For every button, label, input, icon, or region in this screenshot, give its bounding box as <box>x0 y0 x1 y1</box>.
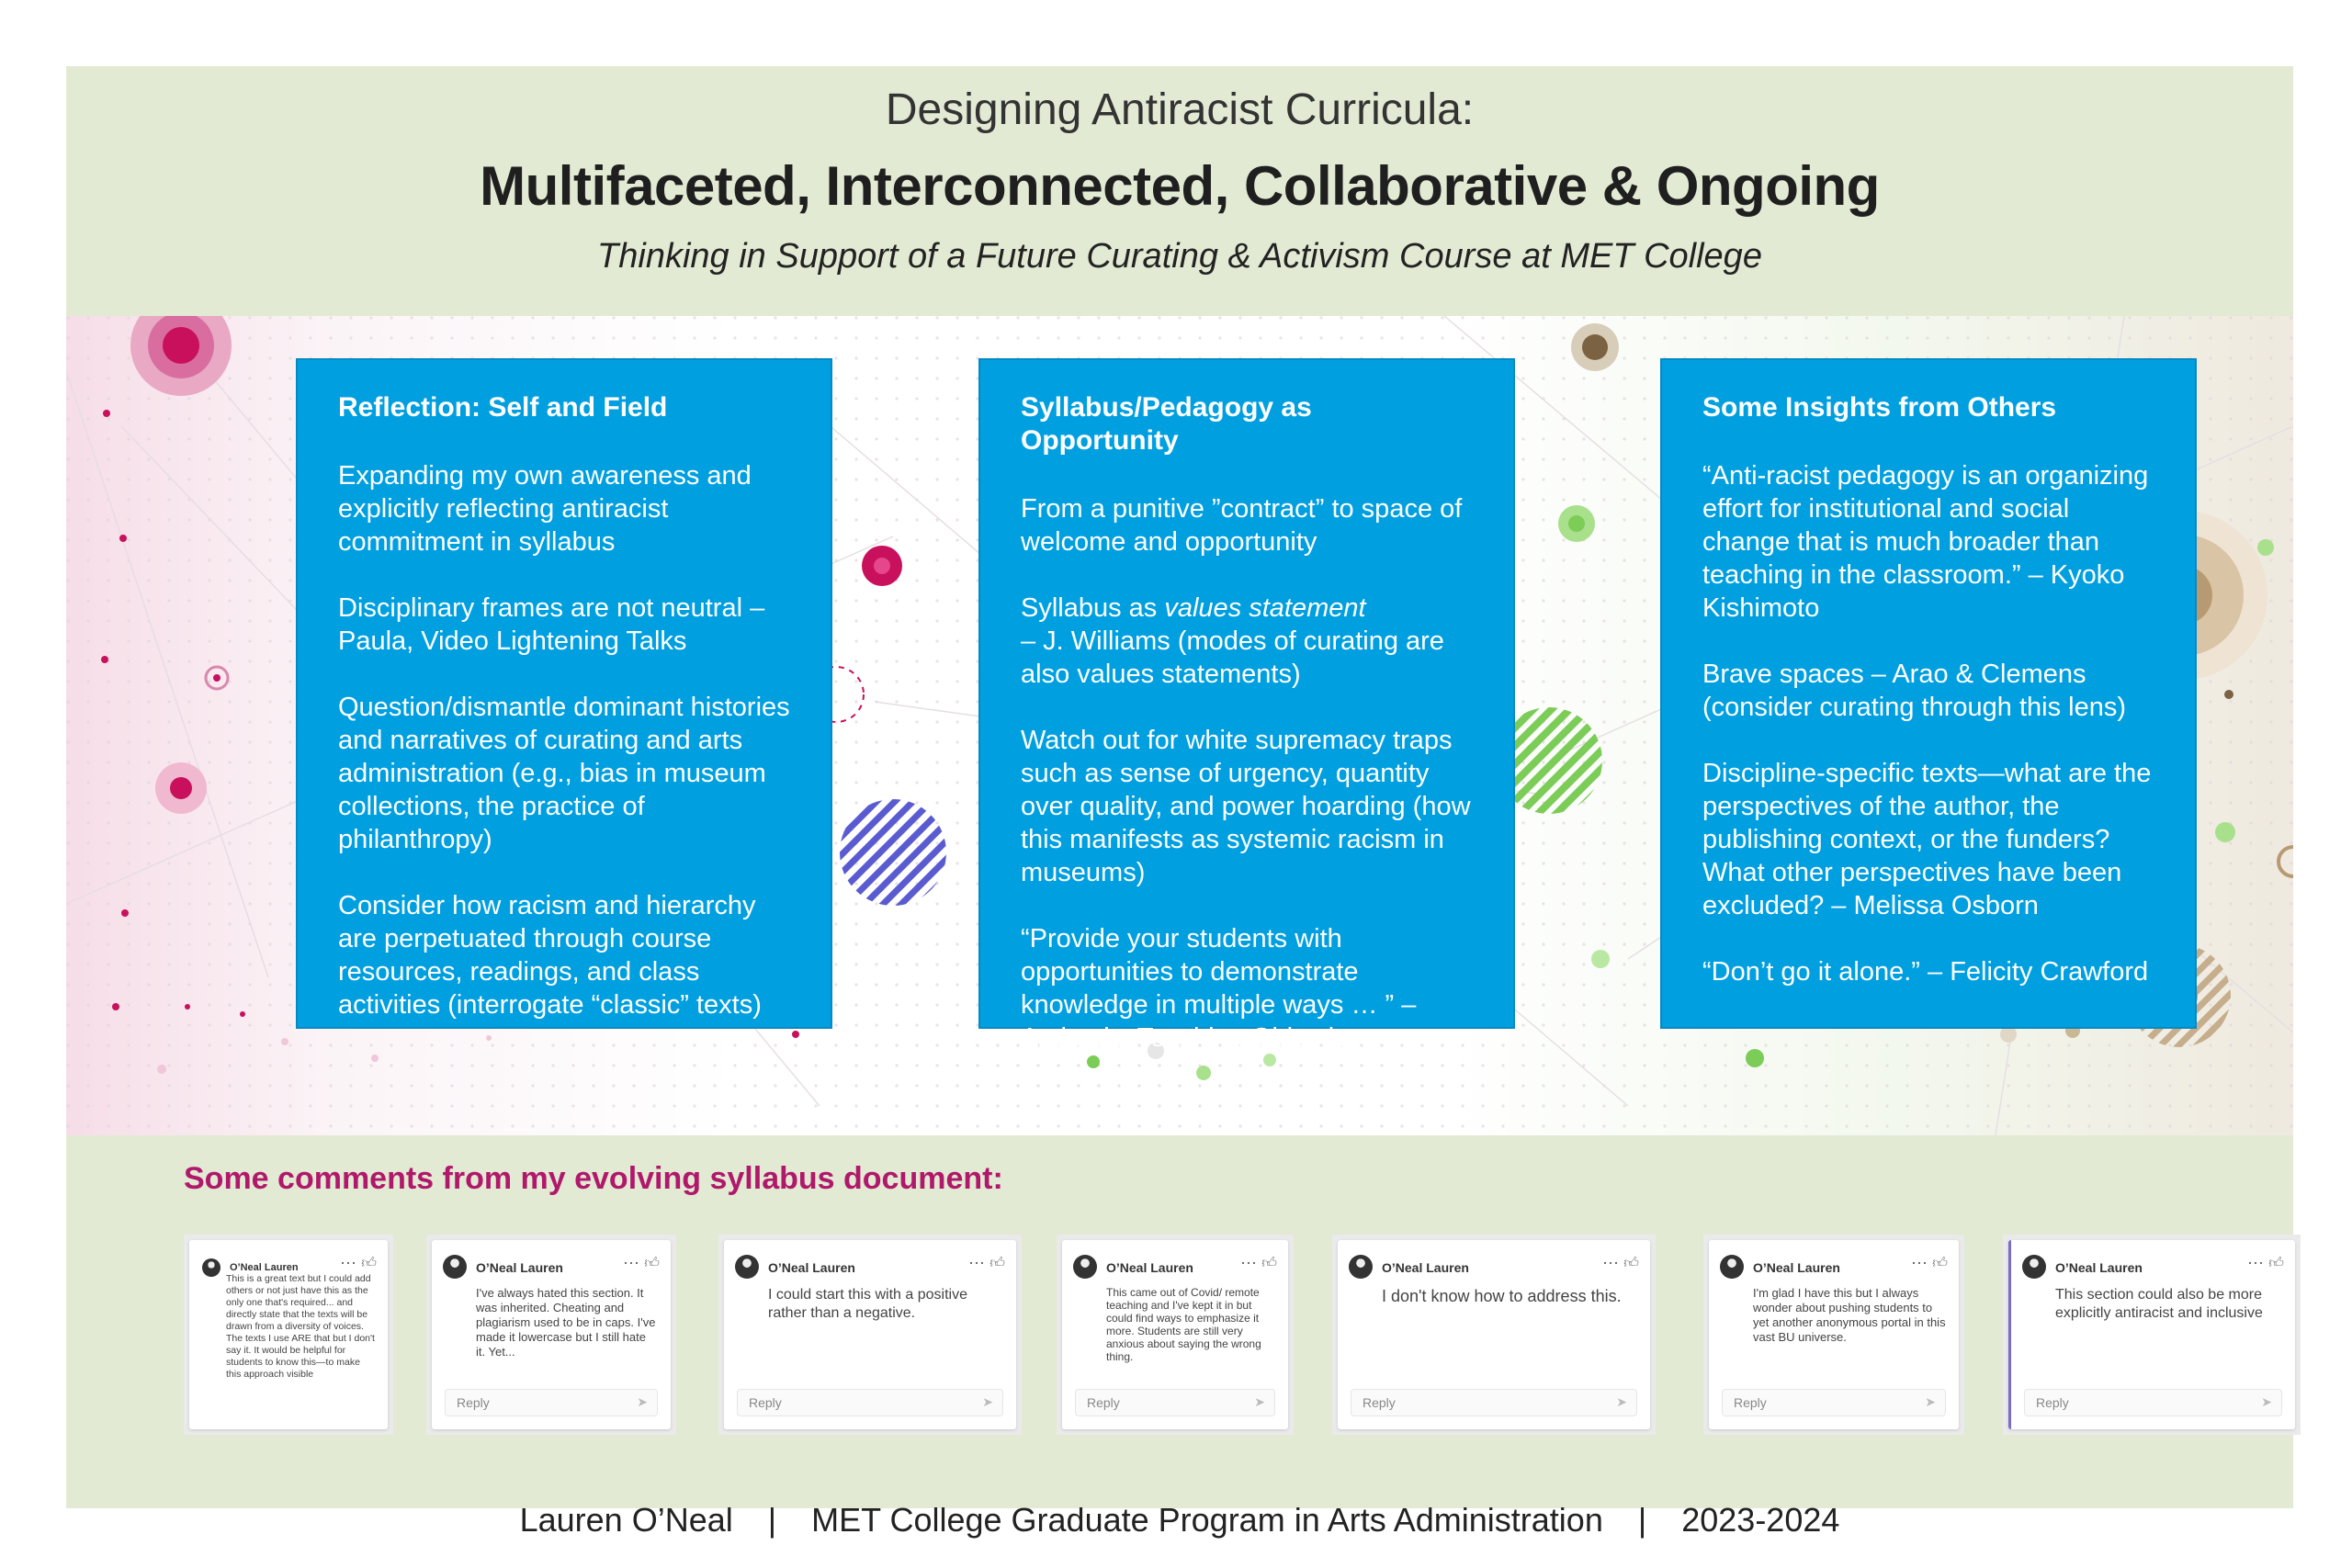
values-statement-emphasis: values statement <box>1164 593 1366 623</box>
avatar <box>735 1255 759 1279</box>
thumbs-up-icon: 👍︎ <box>1932 1256 1948 1271</box>
thumbs-up-icon: 👍︎ <box>989 1256 1005 1271</box>
comment-thumbnail <box>1703 1235 1964 1435</box>
reply-placeholder: Reply <box>1734 1395 1767 1410</box>
card-paragraph: From a punitive ”contract” to space of welcome and opportunity <box>1021 494 1463 557</box>
comment-author: O’Neal Lauren <box>230 1262 299 1273</box>
thumbs-up-icon: 👍︎ <box>1623 1256 1639 1271</box>
comment-text: I could start this with a positive rather than a negative. <box>768 1287 967 1321</box>
reply-placeholder: Reply <box>1087 1395 1120 1410</box>
comment-author: O’Neal Lauren <box>1106 1260 1193 1275</box>
card-paragraph: “Don’t go it alone.” – Felicity Crawford <box>1702 957 2149 987</box>
card-insights <box>1660 358 2197 1029</box>
card-heading: Reflection: Self and Field <box>338 392 668 423</box>
card-paragraph <box>1021 592 1476 691</box>
reply-field <box>1351 1389 1637 1416</box>
comment-thumbnail <box>426 1235 676 1435</box>
pre-title: Designing Antiracist Curricula: <box>885 85 1475 134</box>
reply-placeholder: Reply <box>1363 1395 1396 1410</box>
avatar <box>1073 1255 1097 1279</box>
reply-placeholder: Reply <box>2036 1395 2069 1410</box>
footer-program: MET College Graduate Program in Arts Administration <box>811 1501 1603 1539</box>
card-paragraph: Expanding my own awareness and explicitly reflecting antiracist commitment in syllabus <box>338 461 752 557</box>
send-icon: ➤ <box>2261 1394 2272 1409</box>
comment-author: O’Neal Lauren <box>476 1260 563 1275</box>
values-attribution: – J. Williams (modes of curating are also values statements) <box>1021 626 1444 689</box>
reply-field <box>2024 1389 2282 1416</box>
more-options-icon: ··· <box>1602 1253 1619 1271</box>
reply-field <box>445 1389 658 1416</box>
values-prefix: Syllabus as <box>1021 593 1165 623</box>
card-reflection <box>296 358 832 1029</box>
card-paragraph: Disciplinary frames are not neutral – Paula, Video Lightening Talks <box>338 593 765 656</box>
comment-thumbnail <box>718 1235 1022 1435</box>
comment-thumbnail <box>2003 1235 2301 1435</box>
comment-text: This is a great text but I could add others or not just have this as the only one that's required... and directly state that the texts will be drawn from a diversity of voices. The texts I use ARE that but I don't say it. It would be helpful for students to know this—to make this approach visible <box>226 1273 375 1380</box>
comment-author: O’Neal Lauren <box>1382 1260 1469 1275</box>
footer-separator: | <box>1637 1501 1647 1539</box>
more-options-icon: ··· <box>1240 1253 1257 1271</box>
card-paragraph: Brave spaces – Arao & Clemens (consider curating through this lens) <box>1702 660 2127 722</box>
send-icon: ➤ <box>637 1394 648 1409</box>
comment-text: I don't know how to address this. <box>1382 1287 1622 1305</box>
card-paragraph: Consider how racism and hierarchy are perpetuated through course resources, readings, and class activities (interrogate “classic” texts) <box>338 891 762 1020</box>
card-paragraph: “Anti-racist pedagogy is an organizing effort for institutional and social change that is much broader than teaching in the classroom.” – Kyoko Kishimoto <box>1702 461 2149 623</box>
card-paragraph: Question/dismantle dominant histories and narratives of curating and arts administration (e.g., bias in museum collections, the practice of philanthropy) <box>338 693 790 854</box>
comment-author: O’Neal Lauren <box>768 1260 855 1275</box>
reply-field <box>737 1389 1003 1416</box>
send-icon: ➤ <box>982 1394 993 1409</box>
footer-separator: | <box>767 1501 777 1539</box>
thumbs-up-icon: 👍︎ <box>644 1256 660 1271</box>
more-options-icon: ··· <box>2247 1253 2264 1271</box>
footer-years: 2023-2024 <box>1681 1501 1840 1539</box>
comment-thumbnail <box>1057 1235 1294 1435</box>
more-options-icon: ··· <box>1911 1253 1928 1271</box>
avatar <box>202 1258 220 1277</box>
comments-heading: Some comments from my evolving syllabus document: <box>184 1161 1003 1196</box>
avatar <box>1349 1255 1373 1279</box>
comment-text: This section could also be more explicitly antiracist and inclusive <box>2055 1287 2263 1321</box>
footer <box>66 1501 2293 1540</box>
comment-author: O’Neal Lauren <box>1753 1260 1840 1275</box>
card-paragraph: Watch out for white supremacy traps such as sense of urgency, quantity over quality, and power hoarding (how this manifests as systemic racism in museums) <box>1021 726 1471 887</box>
reply-field <box>1722 1389 1946 1416</box>
more-options-icon: ··· <box>623 1253 639 1271</box>
avatar <box>2022 1255 2046 1279</box>
card-heading: Some Insights from Others <box>1702 392 2057 423</box>
reply-field <box>1075 1389 1275 1416</box>
send-icon: ➤ <box>1254 1394 1265 1409</box>
card-syllabus-opportunity <box>978 358 1515 1053</box>
comment-text: I've always hated this section. It was inherited. Cheating and plagiarism used to be in caps. I've made it lowercase but I still hate it. Yet... <box>476 1286 656 1359</box>
poster <box>66 66 2293 1539</box>
avatar <box>443 1255 467 1279</box>
page-title: Multifaceted, Interconnected, Collaborative & Ongoing <box>480 155 1880 217</box>
thumbs-up-icon: 👍︎ <box>2268 1256 2284 1271</box>
comment-author: O’Neal Lauren <box>2055 1260 2143 1275</box>
card-heading: Syllabus/Pedagogy as Opportunity <box>1021 392 1312 456</box>
subtitle: Thinking in Support of a Future Curating & Activism Course at MET College <box>597 237 1762 276</box>
comment-thumbnail <box>1332 1235 1656 1435</box>
comment-text: This came out of Covid/ remote teaching and I've kept it in but could find ways to emphasize it more. Students are still very anxious about saying the wrong thing. <box>1106 1286 1261 1363</box>
reply-placeholder: Reply <box>749 1395 782 1410</box>
comment-thumbnail <box>184 1235 393 1435</box>
card-paragraph: Discipline-specific texts—what are the perspectives of the author, the publishing context, or the funders? What other perspectives have been excluded? – Melissa Osborn <box>1702 759 2152 920</box>
more-options-icon: ··· <box>340 1253 356 1271</box>
reply-placeholder: Reply <box>457 1395 490 1410</box>
header <box>66 66 2293 316</box>
card-paragraph: “Provide your students with opportunities to demonstrate knowledge in multiple ways … ” – Antiracist Teaching Objectives <box>1021 924 1417 1053</box>
thumbs-up-icon: 👍︎ <box>361 1256 377 1271</box>
thumbs-up-icon: 👍︎ <box>1261 1256 1277 1271</box>
comment-text: I'm glad I have this but I always wonder about pushing students to yet another anonymous portal in this vast BU universe. <box>1753 1286 1946 1344</box>
send-icon: ➤ <box>1616 1394 1627 1409</box>
avatar <box>1720 1255 1744 1279</box>
more-options-icon: ··· <box>968 1253 985 1271</box>
send-icon: ➤ <box>1925 1394 1936 1409</box>
footer-author: Lauren O’Neal <box>519 1501 733 1539</box>
